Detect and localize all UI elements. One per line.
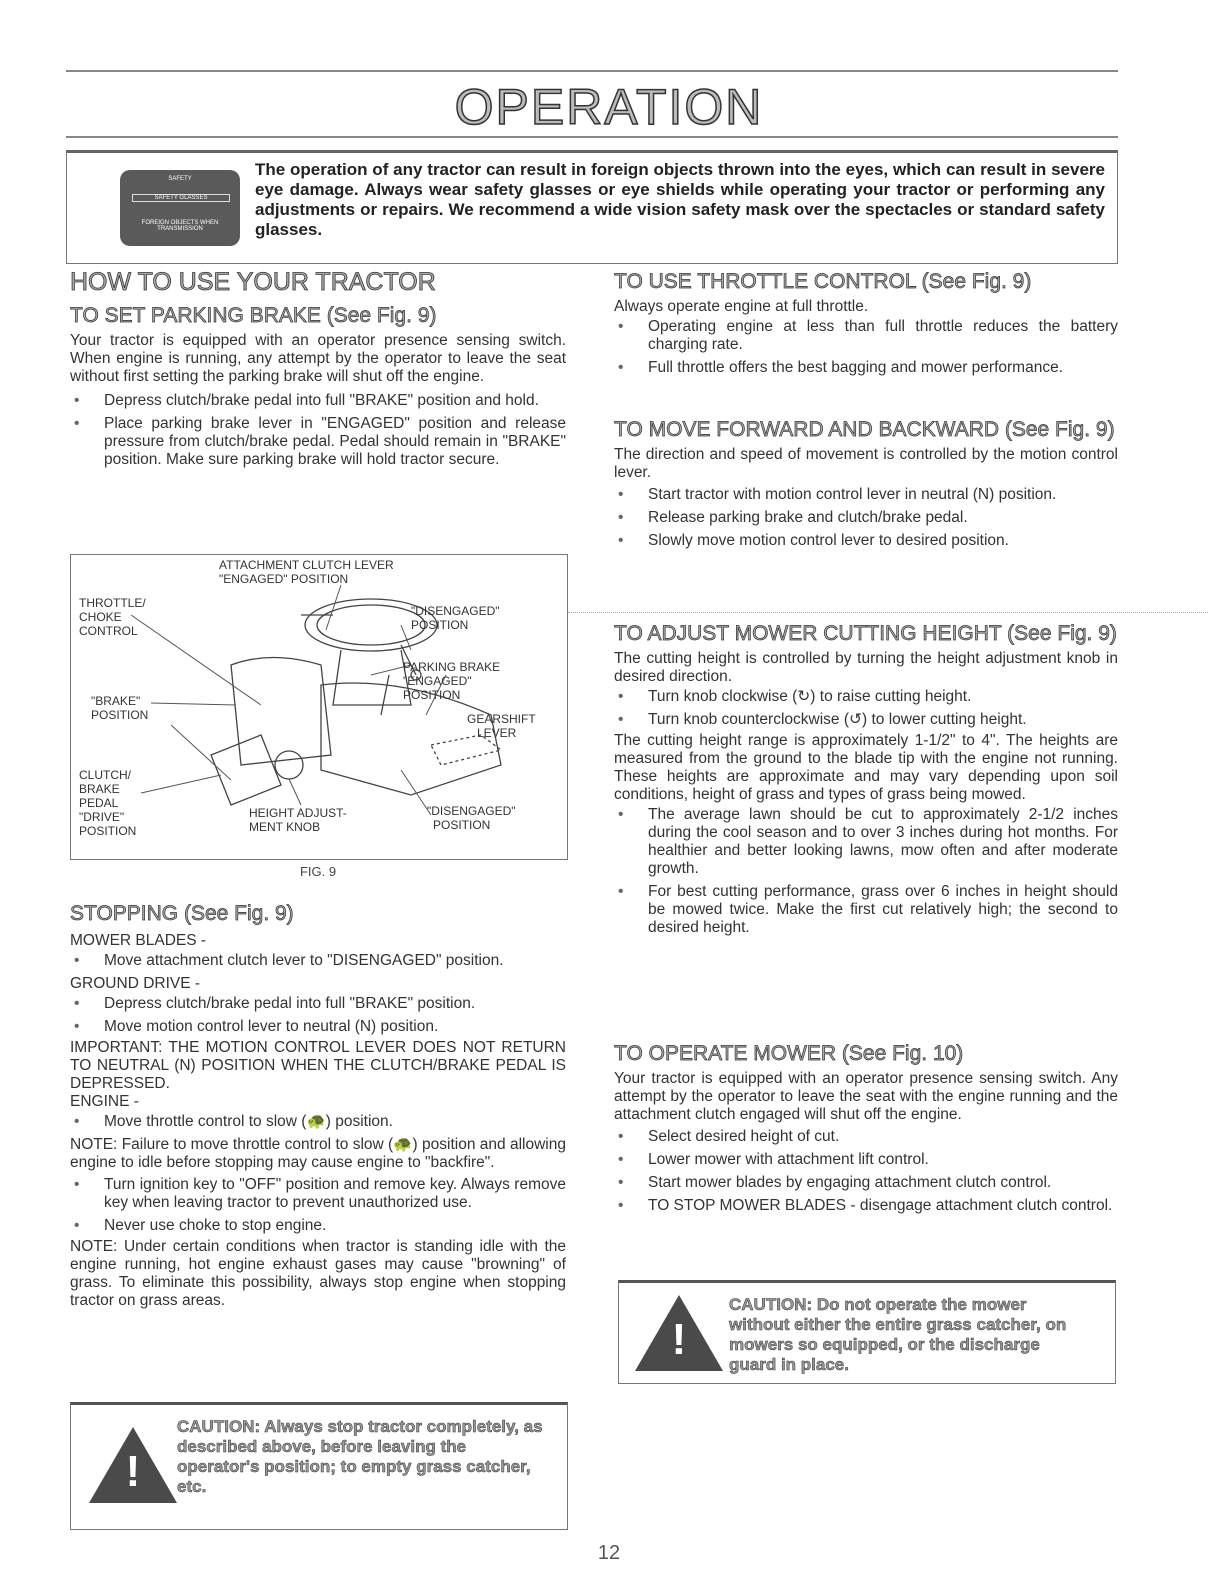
list-item: • Operating engine at less than full throttle reduces the battery charging rate.	[614, 318, 1118, 354]
parking-brake-section	[70, 304, 566, 474]
fig-label: "DISENGAGED"	[411, 604, 500, 618]
list-item: • The average lawn should be cut to approximately 2-1/2 inches during the cool season and to over 3 inches during hot months. For healthier and better looking lawns, mow often and after moderate growth.	[614, 806, 1118, 878]
page-number: 12	[597, 1542, 621, 1564]
stopping-section	[70, 902, 566, 1310]
operate-mower-section	[614, 1042, 1118, 1220]
fig-label: BRAKE	[79, 782, 120, 796]
mower-blades-label: MOWER BLADES -	[70, 932, 207, 949]
caution-text-right: CAUTION: Do not operate the mower without either the entire grass catcher, on mowers so equipped, or the discharge guard in place.	[729, 1295, 1067, 1374]
cutting-height-para: The cutting height range is approximately 1-1/2" to 4". The heights are measured from the ground to the blade tip with the engine not running. These heights are approximate and may vary depending upon soil conditions, height of grass and types of grass being mowed.	[614, 732, 1118, 803]
caution-box-right	[618, 1280, 1116, 1384]
move-intro: The direction and speed of movement is controlled by the motion control lever.	[614, 446, 1118, 481]
fig-label: "DRIVE"	[79, 810, 125, 824]
separator	[568, 612, 1208, 613]
fig-label: POSITION	[411, 618, 469, 632]
note-browning: NOTE: Under certain conditions when tractor is standing idle with the engine running, hot engine exhaust gases may cause "browning" of grass. To eliminate this possibility, always stop engine when stopping tractor on grass areas.	[70, 1238, 566, 1309]
parking-brake-intro: Your tractor is equipped with an operator presence sensing switch. When engine is running, any attempt by the operator to leave the seat without first setting the parking brake will shut off the engine.	[70, 332, 566, 385]
cutting-height-section	[614, 622, 1118, 942]
fig-label: LEVER	[477, 726, 517, 740]
list-item: • Start tractor with motion control lever in neutral (N) position.	[614, 486, 1118, 504]
fig-label: CONTROL	[79, 624, 138, 638]
throttle-intro: Always operate engine at full throttle.	[614, 298, 869, 315]
list-item: • Move throttle control to slow (🐢) position.	[70, 1113, 566, 1131]
throttle-section	[614, 270, 1118, 382]
move-heading: TO MOVE FORWARD AND BACKWARD (See Fig. 9)	[614, 418, 1115, 441]
list-item: • Release parking brake and clutch/brake pedal.	[614, 509, 1118, 527]
list-item: • Select desired height of cut.	[614, 1128, 1118, 1146]
safety-warning-text: The operation of any tractor can result in foreign objects thrown into the eyes, which can result in severe eye damage. Always wear safety glasses or eye shields while operating your tractor or performing any adjustments or repairs. We recommend a wide vision safety mask over the spectacles or standard safety glasses.	[255, 160, 1105, 239]
fig-label: CLUTCH/	[79, 768, 132, 782]
note-backfire: NOTE: Failure to move throttle control to slow (🐢) position and allowing engine to idle before stopping may cause engine to "backfire".	[70, 1136, 566, 1171]
throttle-heading: TO USE THROTTLE CONTROL (See Fig. 9)	[614, 270, 1032, 293]
fig-label: "ENGAGED" POSITION	[219, 572, 349, 586]
title-rule	[66, 136, 1118, 138]
fig-label: CHOKE	[79, 610, 122, 624]
list-item: • Turn ignition key to "OFF" position and remove key. Always remove key when leaving tractor to prevent unauthorized use.	[70, 1176, 566, 1212]
fig-label: POSITION	[433, 818, 491, 832]
safety-icon-label-mid: SAFETY GLASSES	[132, 194, 230, 202]
fig-label: MENT KNOB	[249, 820, 321, 834]
fig-label: POSITION	[79, 824, 137, 838]
engine-label: ENGINE -	[70, 1093, 139, 1110]
move-section	[614, 418, 1118, 555]
fig-label: GEARSHIFT	[467, 712, 536, 726]
fig-label: ATTACHMENT CLUTCH LEVER	[219, 558, 394, 572]
list-item: • Full throttle offers the best bagging and mower performance.	[614, 359, 1118, 377]
important-note: IMPORTANT: THE MOTION CONTROL LEVER DOES NOT RETURN TO NEUTRAL (N) POSITION WHEN THE CLUTCH/BRAKE PEDAL IS DEPRESSED.	[70, 1039, 566, 1092]
list-item: • Depress clutch/brake pedal into full "BRAKE" position and hold.	[70, 392, 566, 410]
parking-brake-heading: TO SET PARKING BRAKE (See Fig. 9)	[70, 304, 437, 327]
fig-label: PEDAL	[79, 796, 119, 810]
operate-mower-heading: TO OPERATE MOWER (See Fig. 10)	[614, 1042, 964, 1065]
fig-label: "BRAKE"	[91, 694, 141, 708]
list-item: • Never use choke to stop engine.	[70, 1217, 566, 1235]
safety-icon-label-bottom: FOREIGN OBJECTS WHEN TRANSMISSION	[141, 220, 219, 232]
exclamation-icon: !	[125, 1447, 141, 1496]
fig-label: HEIGHT ADJUST-	[249, 806, 347, 820]
list-item: • Turn knob counterclockwise (↺) to lower cutting height.	[614, 711, 1118, 729]
list-item: • Move attachment clutch lever to "DISENGAGED" position.	[70, 952, 566, 970]
fig-label: PARKING BRAKE	[403, 660, 501, 674]
operate-mower-intro: Your tractor is equipped with an operator presence sensing switch. Any attempt by the operator to leave the seat with the engine running and the attachment clutch engaged will shut off the engine.	[614, 1070, 1118, 1123]
top-rule	[66, 70, 1118, 72]
figure-caption: FIG. 9	[299, 864, 337, 879]
list-item: • Place parking brake lever in "ENGAGED" position and release pressure from clutch/brake pedal. Pedal should remain in "BRAKE" position. Make sure parking brake will hold tractor secure.	[70, 415, 566, 469]
list-item: • TO STOP MOWER BLADES - disengage attachment clutch control.	[614, 1197, 1118, 1215]
list-item: • For best cutting performance, grass over 6 inches in height should be mowed twice. Make the first cut relatively high; the second to desired height.	[614, 883, 1118, 937]
cutting-height-heading: TO ADJUST MOWER CUTTING HEIGHT (See Fig. 9)	[614, 622, 1117, 645]
fig-label: "DISENGAGED"	[427, 804, 516, 818]
list-item: • Lower mower with attachment lift control.	[614, 1151, 1118, 1169]
stopping-heading: STOPPING (See Fig. 9)	[70, 902, 294, 925]
fig-label: "ENGAGED"	[403, 674, 472, 688]
list-item: • Turn knob clockwise (↻) to raise cutting height.	[614, 688, 1118, 706]
cutting-height-intro: The cutting height is controlled by turning the height adjustment knob in desired direction.	[614, 650, 1118, 685]
ground-drive-label: GROUND DRIVE -	[70, 975, 201, 992]
fig-label: POSITION	[91, 708, 149, 722]
safety-glasses-icon	[120, 170, 240, 246]
caution-box-left	[70, 1402, 568, 1530]
safety-icon-label-top: SAFETY	[168, 176, 192, 182]
list-item: • Depress clutch/brake pedal into full "BRAKE" position.	[70, 995, 566, 1013]
fig-label: THROTTLE/	[79, 596, 146, 610]
list-item: • Start mower blades by engaging attachment clutch control.	[614, 1174, 1118, 1192]
list-item: • Slowly move motion control lever to desired position.	[614, 532, 1118, 550]
figure-9	[70, 554, 568, 860]
how-to-use-heading: HOW TO USE YOUR TRACTOR	[70, 268, 436, 296]
list-item: • Move motion control lever to neutral (N) position.	[70, 1018, 566, 1036]
page-title: OPERATION	[454, 79, 764, 135]
exclamation-icon: !	[671, 1315, 687, 1364]
caution-text-left: CAUTION: Always stop tractor completely, as described above, before leaving the operator's position; to empty grass catcher, etc.	[177, 1417, 543, 1496]
fig-label: POSITION	[403, 688, 461, 702]
